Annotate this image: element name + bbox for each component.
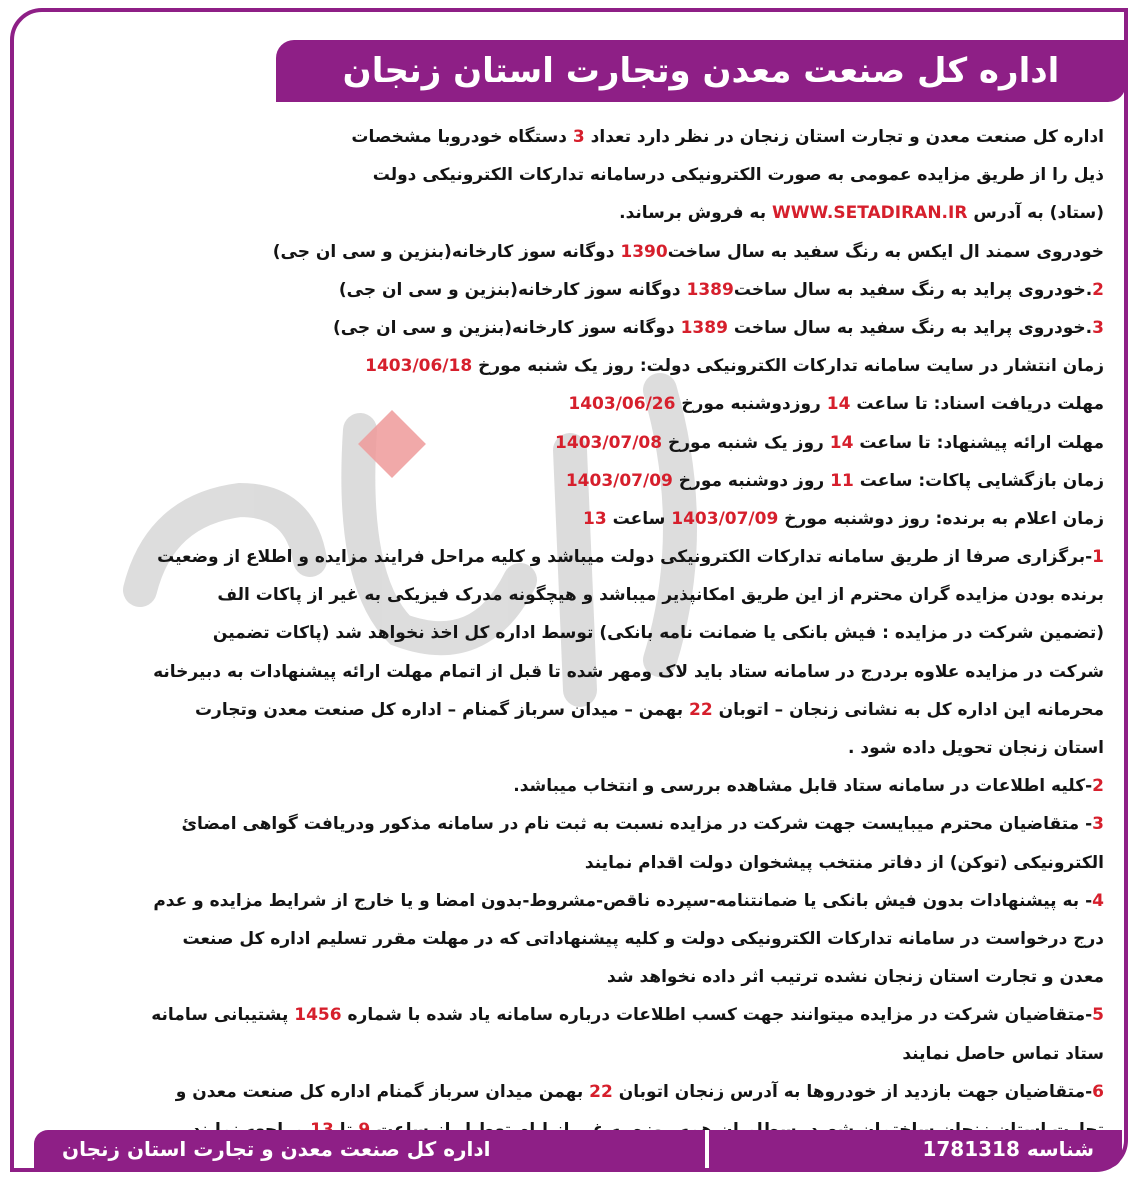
line-text: خودروی سمند ال ایکس به رنگ سفید به سال ساخت — [667, 241, 1104, 262]
notice-line — [36, 347, 1104, 385]
notice-line — [36, 614, 1104, 652]
line-text: دستگاه خودروبا مشخصات — [351, 127, 573, 147]
line-text: اداره کل صنعت معدن و تجارت استان زنجان در نظر دارد تعداد — [584, 127, 1104, 147]
notice-line — [36, 844, 1104, 882]
notice-line — [36, 271, 1104, 309]
line-text: مهلت ارائه پیشنهاد: تا ساعت — [853, 432, 1104, 453]
highlight-number: 22 — [589, 1081, 613, 1102]
highlight-number: 4 — [1092, 890, 1104, 911]
line-text: زمان انتشار در سایت سامانه تدارکات الکترونیکی دولت: روز یک شنبه مورخ — [472, 356, 1104, 377]
line-text: -متقاضیان شرکت در مزایده میتوانند جهت کسب اطلاعات درباره سامانه یاد شده با شماره — [341, 1005, 1093, 1026]
line-text: برنده بودن مزایده گران محترم از این طریق امکانپذیر میباشد و هیچگونه مدرک فیزیکی به غیر از پاکات الف — [217, 585, 1104, 606]
notice-line — [36, 500, 1104, 538]
highlight-number: 14 — [829, 432, 854, 453]
highlight-number: 3 — [572, 127, 585, 147]
title-banner — [276, 40, 1126, 102]
highlight-number: WWW.SETADIRAN.IR — [772, 203, 968, 224]
line-text: محرمانه این اداره کل به نشانی زنجان – اتوبان — [712, 699, 1104, 720]
highlight-number: 1389 — [686, 279, 734, 300]
notice-line — [36, 805, 1104, 843]
line-text: - متقاضیان محترم میبایست جهت شرکت در مزایده نسبت به ثبت نام در سامانه مذکور ودریافت گواهی امضائ — [181, 814, 1093, 835]
line-text: شرکت در مزایده علاوه بردرج در سامانه ستاد باید لاک ومهر شده تا قبل از اتمام مهلت ارائه پیشنهادات به دبیرخانه — [153, 661, 1104, 682]
line-text: زمان اعلام به برنده: روز دوشنبه مورخ — [778, 508, 1104, 529]
line-text: دوگانه سوز کارخانه(بنزین و سی ان جی) — [332, 317, 681, 338]
highlight-number: 13 — [583, 508, 607, 529]
line-text: روز دوشنبه مورخ — [672, 470, 831, 491]
line-text: (ستاد) به آدرس — [967, 203, 1104, 224]
highlight-number: 22 — [689, 699, 713, 720]
line-text: -برگزاری صرفا از طریق سامانه تدارکات الکترونیکی دولت میباشد و کلیه مراحل فرایند مزایده و اطلاع از وضعیت — [157, 547, 1093, 568]
line-text: مهلت دریافت اسناد: تا ساعت — [850, 394, 1104, 415]
highlight-number: 11 — [830, 470, 854, 491]
notice-line — [36, 462, 1104, 500]
highlight-number: 1403/07/08 — [555, 432, 663, 453]
footer-bar — [34, 1130, 1122, 1168]
notice-line — [36, 729, 1104, 767]
notice-line — [36, 233, 1104, 271]
notice-body — [36, 118, 1104, 1149]
highlight-number: 1403/07/09 — [565, 470, 673, 491]
line-text: بهمن – میدان سرباز گمنام – اداره کل صنعت معدن وتجارت — [194, 699, 690, 720]
line-text: -کلیه اطلاعات در سامانه ستاد قابل مشاهده بررسی و انتخاب میباشد. — [513, 776, 1093, 797]
notice-line — [36, 576, 1104, 614]
line-text: روز یک شنبه مورخ — [662, 432, 830, 453]
footer-id: شناسه 1781318 — [922, 1137, 1094, 1161]
line-text: به فروش برساند. — [619, 203, 773, 224]
line-text: بهمن میدان سرباز گمنام اداره کل صنعت معدن و — [175, 1081, 590, 1102]
line-text: - به پیشنهادات بدون فیش بانکی یا ضمانتنامه-سپرده ناقص-مشروط-بدون امضا و یا خارج از شرایط مزایده و عدم — [153, 890, 1093, 911]
line-text: ذیل را از طریق مزایده عمومی به صورت الکترونیکی درسامانه تدارکات الکترونیکی دولت — [372, 165, 1104, 186]
line-text: استان زنجان تحویل داده شود . — [847, 738, 1104, 758]
highlight-number: 1456 — [294, 1005, 342, 1026]
notice-line — [36, 1035, 1104, 1073]
line-text: روزدوشنبه مورخ — [675, 394, 827, 415]
highlight-number: 5 — [1092, 1005, 1104, 1026]
line-text: درج درخواست در سامانه تدارکات الکترونیکی دولت و کلیه پیشنهاداتی که در مهلت مقرر تسلیم اداره کل صنعت — [182, 928, 1104, 949]
notice-line — [36, 424, 1104, 462]
notice-line — [36, 882, 1104, 920]
highlight-number: 2 — [1092, 776, 1104, 797]
line-text: .خودروی پراید به رنگ سفید به سال ساخت — [727, 317, 1093, 338]
notice-line — [36, 156, 1104, 194]
line-text: ستاد تماس حاصل نمایند — [902, 1043, 1104, 1064]
notice-line — [36, 653, 1104, 691]
line-text: معدن و تجارت استان زنجان نشده ترتیب اثر داده نخواهد شد — [607, 967, 1104, 988]
notice-line — [36, 385, 1104, 423]
line-text: .خودروی پراید به رنگ سفید به سال ساخت — [733, 279, 1093, 300]
highlight-number: 1389 — [680, 317, 728, 338]
highlight-number: 6 — [1092, 1081, 1104, 1102]
notice-line — [36, 118, 1104, 156]
line-text: زمان بازگشایی پاکات: ساعت — [853, 470, 1104, 491]
highlight-number: 1 — [1092, 547, 1104, 568]
notice-line — [36, 538, 1104, 576]
notice-line — [36, 194, 1104, 232]
line-text: ساعت — [606, 508, 672, 529]
highlight-number: 2 — [1092, 279, 1104, 300]
notice-line — [36, 1073, 1104, 1111]
notice-line — [36, 958, 1104, 996]
line-text: -متقاضیان جهت بازدید از خودروها به آدرس زنجان اتوبان — [612, 1081, 1093, 1102]
line-text: دوگانه سوز کارخانه(بنزین و سی ان جی) — [272, 241, 621, 262]
line-text: پشتیبانی سامانه — [151, 1005, 295, 1026]
notice-line — [36, 920, 1104, 958]
page-title: اداره کل صنعت معدن وتجارت استان زنجان — [342, 51, 1060, 91]
highlight-number: 1403/06/26 — [568, 394, 676, 415]
footer-org: اداره کل صنعت معدن و تجارت استان زنجان — [62, 1137, 491, 1161]
highlight-number: 1403/06/18 — [365, 356, 473, 377]
notice-line — [36, 309, 1104, 347]
notice-line — [36, 691, 1104, 729]
line-text: دوگانه سوز کارخانه(بنزین و سی ان جی) — [338, 279, 687, 300]
line-text: (تضمین شرکت در مزایده : فیش بانکی یا ضمانت نامه بانکی) توسط اداره کل اخذ نخواهد شد (پاکات تضمین — [212, 623, 1104, 644]
highlight-number: 1403/07/09 — [671, 508, 779, 529]
notice-line — [36, 996, 1104, 1034]
notice-line — [36, 767, 1104, 805]
highlight-number: 3 — [1092, 317, 1104, 338]
line-text: الکترونیکی (توکن) از دفاتر منتخب پیشخوان دولت اقدام نمایند — [584, 852, 1104, 873]
highlight-number: 14 — [826, 394, 851, 415]
footer-divider — [705, 1130, 709, 1168]
highlight-number: 1390 — [620, 241, 668, 262]
highlight-number: 3 — [1092, 814, 1104, 835]
